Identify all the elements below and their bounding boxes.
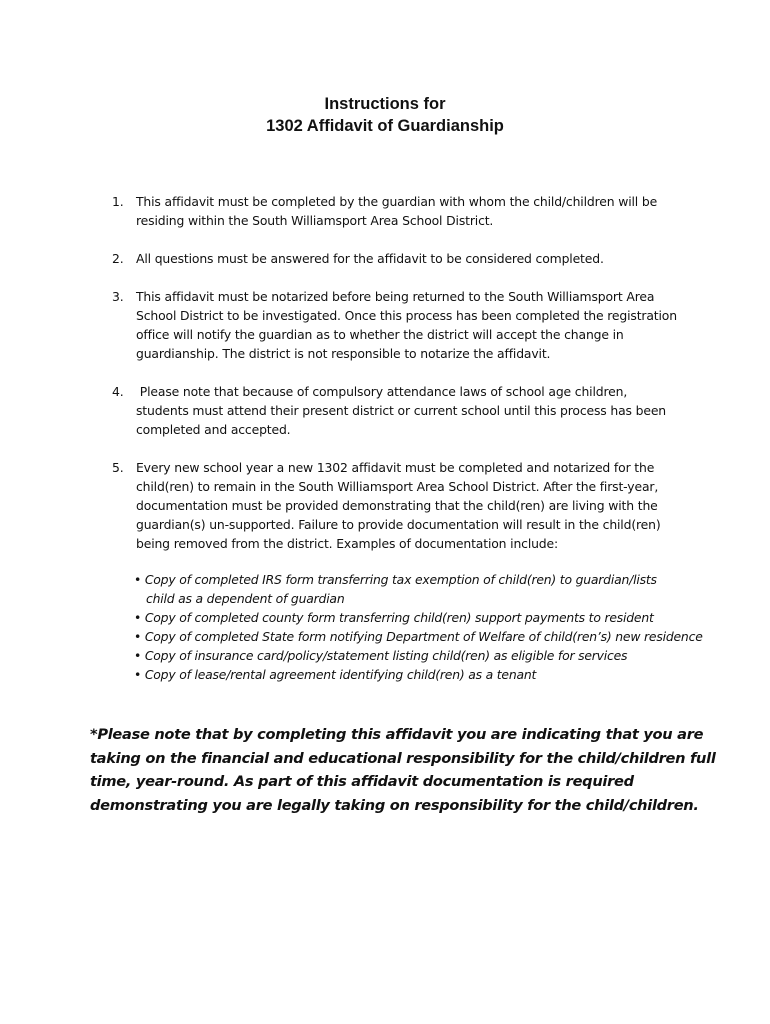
item-number: 1. xyxy=(112,194,124,209)
note-line: time, year-round. As part of this affidavit documentation is required xyxy=(90,773,634,790)
instruction-item-2 xyxy=(112,249,692,268)
instruction-item-5 xyxy=(112,458,692,553)
documentation-example-continuation: child as a dependent of guardian xyxy=(146,591,345,606)
instruction-item-3 xyxy=(112,287,692,363)
item-text-line: completed and accepted. xyxy=(136,422,291,437)
item-text-line: Every new school year a new 1302 affidavit must be completed and notarized for the xyxy=(136,460,655,475)
page-title xyxy=(0,93,770,137)
item-number: 4. xyxy=(112,384,124,399)
instructions-list xyxy=(112,192,692,553)
item-text-line: office will notify the guardian as to whether the district will accept the change in xyxy=(136,327,624,342)
title-line-1: Instructions for xyxy=(324,95,446,113)
item-text-line: students must attend their present district or current school until this process has been xyxy=(136,403,666,418)
item-text-line: residing within the South Williamsport Area School District. xyxy=(136,213,494,228)
documentation-examples-list xyxy=(134,570,754,684)
note-line: taking on the financial and educational responsibility for the child/children full xyxy=(90,749,716,767)
documentation-example: • Copy of completed IRS form transferring tax exemption of child(ren) to guardian/lists xyxy=(134,572,657,587)
note-line: demonstrating you are legally taking on responsibility for the child/children. xyxy=(90,796,699,814)
item-text-line: guardian(s) un-supported. Failure to provide documentation will result in the child(ren) xyxy=(136,517,661,532)
item-text-line: This affidavit must be notarized before being returned to the South Williamsport Area xyxy=(136,289,655,304)
documentation-example: • Copy of completed State form notifying Department of Welfare of child(ren’s) new residence xyxy=(134,629,703,644)
item-number: 5. xyxy=(112,460,124,475)
documentation-example: • Copy of completed county form transferring child(ren) support payments to resident xyxy=(134,610,654,625)
instruction-item-1 xyxy=(112,192,692,230)
responsibility-note xyxy=(90,723,730,817)
documentation-example: • Copy of lease/rental agreement identifying child(ren) as a tenant xyxy=(134,667,537,682)
item-text-line: Please note that because of compulsory attendance laws of school age children, xyxy=(136,384,628,399)
item-text-line: being removed from the district. Examples of documentation include: xyxy=(136,536,559,551)
item-number: 3. xyxy=(112,289,124,304)
item-text-line: guardianship. The district is not responsible to notarize the affidavit. xyxy=(136,346,551,361)
item-text-line: School District to be investigated. Once this process has been completed the registration xyxy=(136,308,677,323)
item-number: 2. xyxy=(112,251,124,266)
item-text-line: child(ren) to remain in the South Williamsport Area School District. After the first-year, xyxy=(136,479,659,494)
item-text-line: All questions must be answered for the affidavit to be considered completed. xyxy=(136,251,604,266)
title-line-2: 1302 Affidavit of Guardianship xyxy=(266,117,504,135)
documentation-example: • Copy of insurance card/policy/statement listing child(ren) as eligible for services xyxy=(134,648,628,663)
note-line: *Please note that by completing this affidavit you are indicating that you are xyxy=(90,726,704,743)
instruction-item-4 xyxy=(112,382,692,439)
item-text-line: documentation must be provided demonstrating that the child(ren) are living with the xyxy=(136,498,658,513)
item-text-line: This affidavit must be completed by the guardian with whom the child/children will be xyxy=(136,194,658,209)
